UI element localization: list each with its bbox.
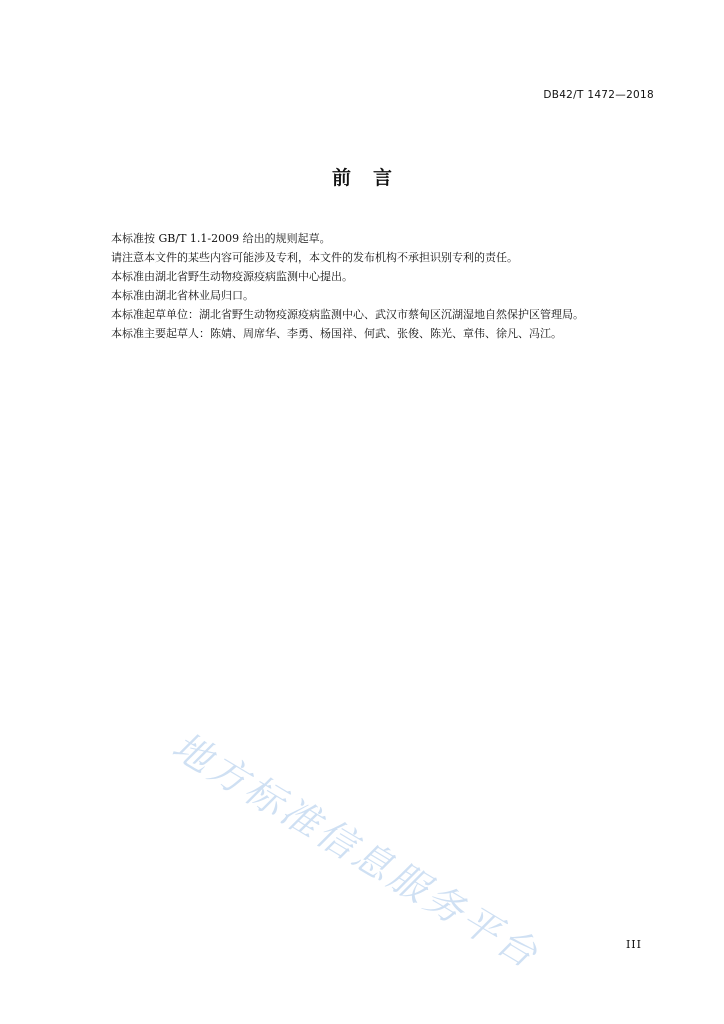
document-code: DB42/T 1472—2018 (543, 89, 654, 101)
section-title: 前言 (331, 167, 414, 189)
foreword-line-drafting-rules: 本标准按 GB/T 1.1-2009 给出的规则起草。 (111, 232, 331, 245)
foreword-line-administrator: 本标准由湖北省林业局归口。 (111, 289, 254, 302)
page-number: III (625, 938, 642, 951)
foreword-line-drafters: 本标准主要起草人：陈婧、周席华、李勇、杨国祥、何武、张俊、陈光、章伟、徐凡、冯江。 (111, 327, 562, 340)
foreword-body (111, 229, 671, 343)
foreword-line-patent-notice: 请注意本文件的某些内容可能涉及专利，本文件的发布机构不承担识别专利的责任。 (111, 251, 518, 264)
watermark-text: 地方标准信息服务平台 (164, 723, 548, 978)
foreword-line-proposer: 本标准由湖北省野生动物疫源疫病监测中心提出。 (111, 270, 353, 283)
foreword-line-drafting-units: 本标准起草单位：湖北省野生动物疫源疫病监测中心、武汉市蔡甸区沉湖湿地自然保护区管理局。 (111, 308, 584, 321)
